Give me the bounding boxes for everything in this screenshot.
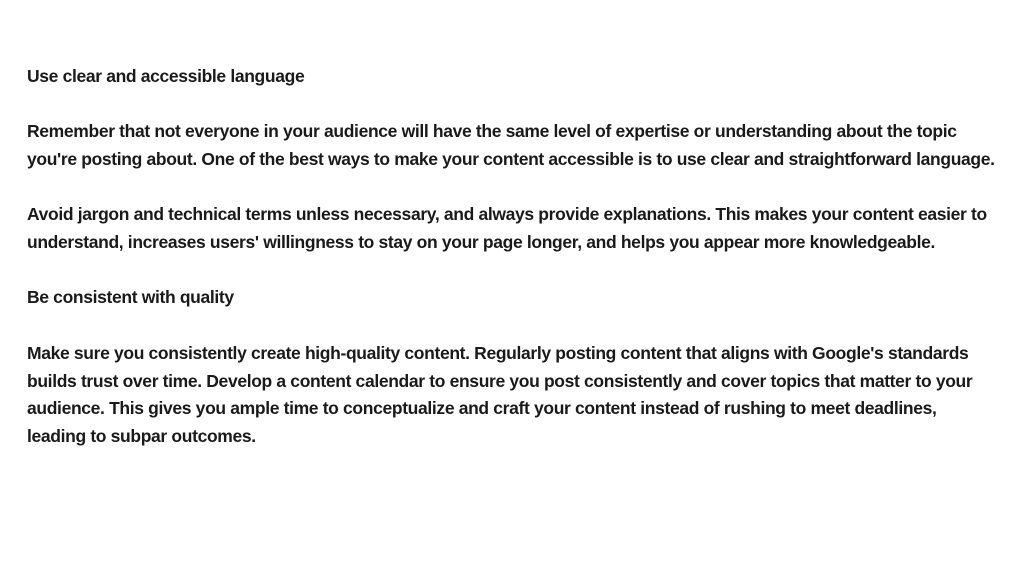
- paragraph-avoid-jargon: Avoid jargon and technical terms unless necessary, and always provide explanations. This makes your content easier to understand, increases users' willingness to stay on your page longer, and helps you appear more knowledgeable.: [27, 204, 987, 253]
- paragraph-high-quality-content: Make sure you consistently create high-quality content. Regularly posting content that aligns with Google's standards builds trust over time. Develop a content calendar to ensure you post consistently and cover topics that matter to your audience. This gives you ample time to conceptualize and craft your content instead of rushing to meet deadlines, leading to subpar outcomes.: [27, 342, 973, 447]
- paragraph-audience-expertise: Remember that not everyone in your audience will have the same level of expertise or understanding about the topic you're posting about. One of the best ways to make your content accessible is to use clear and straightforward language.: [27, 121, 995, 170]
- section-heading-clear-language: Use clear and accessible language: [27, 66, 305, 86]
- section-heading-consistent-quality: Be consistent with quality: [27, 287, 234, 308]
